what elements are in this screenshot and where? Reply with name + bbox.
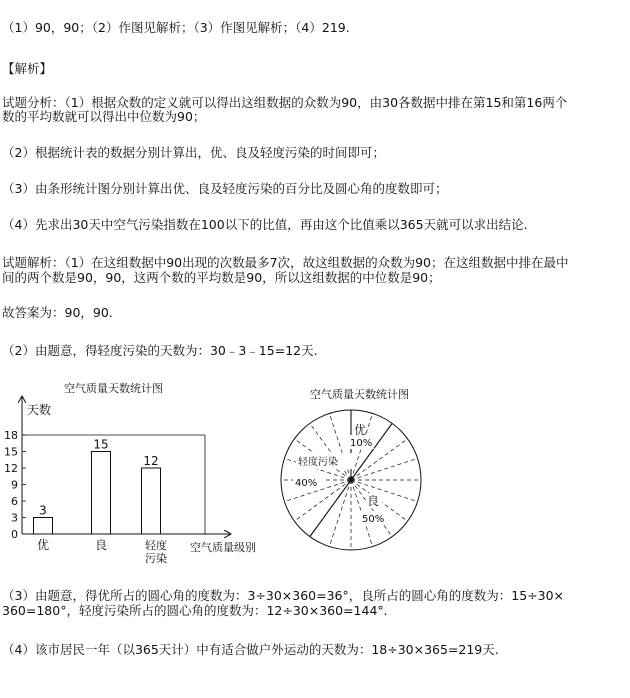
category-label-liang: 良 [94,538,108,552]
bar-2 [142,468,161,534]
solution-line-2: 间的两个数是90，90，这两个数的平均数是90，所以这组数据的中位数是90； [2,270,441,285]
y-tick-label-6: 18 [4,429,18,442]
analysis-header: 【解析】 [2,61,53,76]
pie-label-light-pct: 40% [295,478,318,489]
bar-0 [34,518,53,535]
solution-answer: 故答案为：90，90. [2,305,113,320]
answer-line: （1）90，90；（2）作图见解析；（3）作图见解析；（4）219. [2,20,350,35]
analysis-line-5: （4）先求出30天中空气污染指数在100以下的比值，再由这个比值乘以365天就可以求出结论. [2,217,528,232]
y-tick-label-4: 12 [4,462,18,475]
x-axis-label: 空气质量级别 [190,541,256,554]
analysis-line-3: （2）根据统计表的数据分别计算出，优、良及轻度污染的时间即可； [2,145,385,160]
pie-label-light: 轻度污染 [298,457,338,468]
category-label-light-1: 轻度 [145,539,167,552]
solution-line-1: 试题解析：（1）在这组数据中90出现的次数最多7次，故这组数据的众数为90；在这组数据中排在最中 [2,255,569,270]
bar-value-label-2: 12 [143,454,159,468]
analysis-line-2: 数的平均数就可以得出中位数为90； [2,109,206,124]
y-tick-label-5: 15 [4,445,18,459]
category-label-light-2: 污染 [145,552,167,565]
pie-chart [276,405,426,555]
bar-1 [92,452,111,535]
pie-label-you-pct: 10% [350,438,373,449]
y-tick-label-0: 0 [11,528,18,541]
pie-chart-title: 空气质量天数统计图 [310,388,409,401]
part4-line: （4）该市居民一年（以365天计）中有适合做户外运动的天数为：18÷30×365=219天. [2,642,499,657]
pie-label-liang-pct: 50% [362,514,385,525]
category-label-you: 优 [36,538,50,552]
solution-part2: （2）由题意，得轻度污染的天数为：30﹣3﹣15=12天. [2,343,318,358]
part3-line-2: 360=180°，轻度污染所占的圆心角的度数为：12÷30×360=144°. [2,603,388,618]
pie-label-you: 优 [354,423,367,437]
analysis-line-1: 试题分析：（1）根据众数的定义就可以得出这组数据的众数为90，由30各数据中排在第15和第16两个 [2,95,568,110]
y-tick-label-2: 6 [11,495,18,508]
bar-chart-title: 空气质量天数统计图 [64,382,163,395]
bar-chart [0,392,270,582]
bar-value-label-1: 15 [93,437,109,452]
y-tick-label-3: 9 [11,478,18,492]
analysis-line-4: （3）由条形统计图分别计算出优、良及轻度污染的百分比及圆心角的度数即可； [2,181,448,196]
part3-line-1: （3）由题意，得优所占的圆心角的度数为：3÷30×360=36°，良所占的圆心角的度数为：15÷30× [2,588,565,603]
bar-value-label-0: 3 [39,503,47,518]
y-axis-label: 天数 [27,403,52,417]
y-tick-label-1: 3 [11,511,18,525]
pie-label-liang: 良 [367,494,380,508]
